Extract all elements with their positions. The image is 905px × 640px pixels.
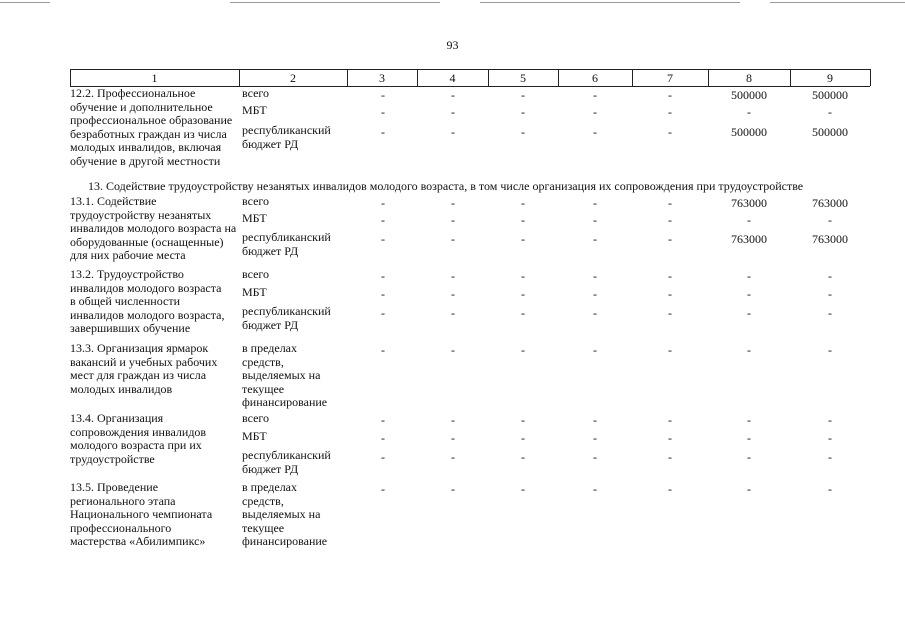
table-row-12-2-label-line: профессиональное образование: [70, 113, 233, 127]
value-cell-col-8: -: [747, 287, 751, 301]
value-cell-col-4: -: [451, 413, 455, 427]
table-row-13-5-label-line: Национального чемпионата: [70, 507, 213, 521]
value-cell-col-6: -: [593, 213, 597, 227]
value-cell-col-5: -: [521, 287, 525, 301]
funding-source-label: всего: [242, 267, 270, 281]
value-cell-col-5: -: [521, 196, 525, 210]
table-row-13-2-label-line: 13.2. Трудоустройство: [70, 267, 184, 281]
page-number: 93: [446, 38, 459, 52]
table-row-13-1-label-line: трудоустройству незанятых: [70, 207, 212, 222]
table-row-13-3-label-line: вакансий и учебных рабочих: [70, 354, 218, 369]
value-cell-col-5: -: [521, 431, 525, 445]
value-cell-col-3: -: [381, 232, 385, 246]
funding-source-label: бюджет РД: [242, 317, 299, 332]
value-cell-col-9: -: [828, 105, 832, 119]
value-cell-col-4: -: [451, 269, 455, 283]
value-cell-col-8: -: [747, 450, 751, 464]
section-13-title: 13. Содействие трудоустройству незанятых инвалидов молодого возраста, в том числе организация их сопровождения при трудоустройстве: [88, 179, 804, 193]
table-row-13-4-label-line: 13.4. Организация: [70, 411, 164, 425]
funding-source-label: в пределах: [242, 341, 298, 355]
value-cell-col-9: 500000: [812, 125, 848, 139]
value-cell-col-4: -: [451, 196, 455, 210]
value-cell-col-3: -: [381, 196, 385, 210]
table-row-13-3-label-line: 13.3. Организация ярмарок: [70, 341, 209, 355]
value-cell-col-7: -: [668, 269, 672, 283]
scan-edge-line: [230, 2, 440, 3]
funding-source-label: всего: [242, 411, 270, 425]
value-cell-col-8: -: [747, 105, 751, 119]
funding-source-label: выделяемых на: [242, 507, 321, 521]
value-cell-col-9: 763000: [812, 232, 848, 246]
header-top-rule: [70, 69, 870, 70]
table-row-13-1-label-line: оборудованные (оснащенные): [70, 234, 224, 249]
value-cell-col-9: -: [828, 343, 832, 357]
value-cell-col-6: -: [593, 413, 597, 427]
table-row-12-2-label-line: обучение в другой местности: [70, 153, 221, 168]
value-cell-col-7: -: [668, 431, 672, 445]
value-cell-col-9: -: [828, 287, 832, 301]
header-cell-2: 2: [290, 71, 296, 85]
value-cell-col-7: -: [668, 482, 672, 496]
table-row-13-1-label-line: инвалидов молодого возраста на: [70, 221, 237, 235]
header-cell-3: 3: [379, 71, 385, 85]
value-cell-col-4: -: [451, 287, 455, 301]
funding-source-label: средств,: [242, 354, 284, 369]
header-cell-4: 4: [449, 71, 456, 85]
value-cell-col-4: -: [451, 232, 455, 246]
funding-source-label: МБТ: [242, 285, 267, 299]
value-cell-col-5: -: [521, 88, 525, 102]
value-cell-col-3: -: [381, 343, 385, 357]
funding-source-label: бюджет РД: [242, 136, 299, 151]
table-row-13-1-label-line: для них рабочие места: [70, 248, 186, 262]
value-cell-col-6: -: [593, 431, 597, 445]
value-cell-col-5: -: [521, 343, 525, 357]
value-cell-col-5: -: [521, 269, 525, 283]
header-cell-5: 5: [520, 71, 526, 85]
value-cell-col-8: -: [747, 269, 751, 283]
value-cell-col-3: -: [381, 306, 385, 320]
value-cell-col-4: -: [451, 431, 455, 445]
value-cell-col-4: -: [451, 88, 455, 102]
value-cell-col-4: -: [451, 125, 455, 139]
value-cell-col-6: -: [593, 287, 597, 301]
value-cell-col-3: -: [381, 450, 385, 464]
header-column-divider: [870, 69, 871, 86]
value-cell-col-3: -: [381, 105, 385, 119]
header-cell-7: 7: [667, 71, 673, 85]
value-cell-col-6: -: [593, 306, 597, 320]
table-row-12-2-label-line: молодых инвалидов, включая: [70, 140, 222, 154]
funding-source-label: текущее: [242, 381, 285, 396]
funding-source-label: республиканский: [242, 123, 331, 137]
value-cell-col-7: -: [668, 88, 672, 102]
value-cell-col-4: -: [451, 213, 455, 227]
value-cell-col-5: -: [521, 413, 525, 427]
scan-edge-line: [480, 2, 740, 3]
table-row-13-2-label-line: в общей численности: [70, 294, 180, 308]
table-row-12-2-label-line: обучение и дополнительное: [70, 99, 213, 114]
funding-source-label: МБТ: [242, 103, 267, 117]
value-cell-col-9: 500000: [812, 88, 848, 102]
table-row-13-5-label-line: регионального этапа: [70, 493, 176, 508]
value-cell-col-7: -: [668, 413, 672, 427]
value-cell-col-6: -: [593, 105, 597, 119]
value-cell-col-3: -: [381, 125, 385, 139]
value-cell-col-9: -: [828, 213, 832, 227]
value-cell-col-5: -: [521, 125, 525, 139]
value-cell-col-8: 763000: [731, 196, 767, 210]
header-cell-6: 6: [592, 71, 598, 85]
funding-source-label: выделяемых на: [242, 368, 321, 382]
value-cell-col-9: -: [828, 269, 832, 283]
value-cell-col-4: -: [451, 306, 455, 320]
value-cell-col-8: 500000: [731, 88, 767, 102]
funding-source-label: республиканский: [242, 304, 331, 318]
value-cell-col-7: -: [668, 450, 672, 464]
header-cell-1: 1: [151, 71, 158, 85]
header-cell-9: 9: [827, 71, 833, 85]
table-row-13-2-label-line: инвалидов молодого возраста: [70, 280, 222, 295]
value-cell-col-4: -: [451, 343, 455, 357]
value-cell-col-9: 763000: [812, 196, 848, 210]
scan-edge-line: [0, 2, 50, 3]
funding-source-label: бюджет РД: [242, 243, 299, 258]
value-cell-col-4: -: [451, 105, 455, 119]
header-cell-8: 8: [746, 71, 752, 85]
funding-source-label: финансирование: [242, 395, 328, 409]
value-cell-col-5: -: [521, 213, 525, 227]
value-cell-col-5: -: [521, 105, 525, 119]
value-cell-col-8: -: [747, 413, 751, 427]
value-cell-col-3: -: [381, 269, 385, 283]
value-cell-col-6: -: [593, 343, 597, 357]
table-row-13-5-label-line: 13.5. Проведение: [70, 480, 159, 494]
table-row-13-2-label-line: завершивших обучение: [70, 321, 191, 335]
value-cell-col-8: 763000: [731, 232, 767, 246]
value-cell-col-6: -: [593, 232, 597, 246]
value-cell-col-6: -: [593, 196, 597, 210]
value-cell-col-6: -: [593, 450, 597, 464]
funding-source-label: всего: [242, 86, 270, 100]
value-cell-col-9: -: [828, 482, 832, 496]
value-cell-col-7: -: [668, 125, 672, 139]
funding-source-label: финансирование: [242, 534, 328, 548]
value-cell-col-9: -: [828, 450, 832, 464]
table-row-12-2-label-line: безработных граждан из числа: [70, 126, 227, 141]
value-cell-col-7: -: [668, 105, 672, 119]
funding-source-label: в пределах: [242, 480, 298, 494]
table-row-13-3-label-line: молодых инвалидов: [70, 381, 173, 396]
value-cell-col-7: -: [668, 232, 672, 246]
value-cell-col-8: -: [747, 343, 751, 357]
value-cell-col-5: -: [521, 482, 525, 496]
value-cell-col-5: -: [521, 450, 525, 464]
table-row-12-2-label-line: 12.2. Профессиональное: [70, 86, 196, 100]
funding-source-label: республиканский: [242, 448, 331, 462]
table-row-13-5-label-line: мастерства «Абилимпикс»: [70, 534, 206, 548]
table-row-13-1-label-line: 13.1. Содействие: [70, 194, 157, 208]
table-row-13-5-label-line: профессионального: [70, 520, 172, 535]
funding-source-label: средств,: [242, 493, 284, 508]
value-cell-col-3: -: [381, 88, 385, 102]
value-cell-col-5: -: [521, 232, 525, 246]
table-row-13-4-label-line: молодого возраста при их: [70, 438, 202, 452]
value-cell-col-7: -: [668, 287, 672, 301]
funding-source-label: МБТ: [242, 429, 267, 443]
funding-source-label: бюджет РД: [242, 461, 299, 476]
funding-source-label: республиканский: [242, 230, 331, 244]
value-cell-col-5: -: [521, 306, 525, 320]
value-cell-col-9: -: [828, 306, 832, 320]
value-cell-col-8: -: [747, 213, 751, 227]
value-cell-col-7: -: [668, 343, 672, 357]
value-cell-col-4: -: [451, 482, 455, 496]
value-cell-col-3: -: [381, 413, 385, 427]
value-cell-col-3: -: [381, 287, 385, 301]
value-cell-col-9: -: [828, 413, 832, 427]
value-cell-col-8: -: [747, 431, 751, 445]
funding-source-label: всего: [242, 194, 270, 208]
value-cell-col-4: -: [451, 450, 455, 464]
value-cell-col-3: -: [381, 213, 385, 227]
value-cell-col-8: -: [747, 306, 751, 320]
value-cell-col-8: -: [747, 482, 751, 496]
table-row-13-2-label-line: инвалидов молодого возраста,: [70, 307, 225, 322]
value-cell-col-6: -: [593, 125, 597, 139]
value-cell-col-3: -: [381, 431, 385, 445]
value-cell-col-6: -: [593, 482, 597, 496]
value-cell-col-8: 500000: [731, 125, 767, 139]
value-cell-col-7: -: [668, 196, 672, 210]
funding-source-label: МБТ: [242, 211, 267, 225]
value-cell-col-7: -: [668, 213, 672, 227]
value-cell-col-7: -: [668, 306, 672, 320]
value-cell-col-6: -: [593, 88, 597, 102]
table-row-13-3-label-line: мест для граждан из числа: [70, 368, 207, 382]
value-cell-col-3: -: [381, 482, 385, 496]
value-cell-col-9: -: [828, 431, 832, 445]
value-cell-col-6: -: [593, 269, 597, 283]
table-row-13-4-label-line: сопровождения инвалидов: [70, 424, 207, 439]
funding-source-label: текущее: [242, 520, 285, 535]
scan-edge-line: [770, 2, 905, 3]
table-row-13-4-label-line: трудоустройстве: [70, 451, 155, 466]
